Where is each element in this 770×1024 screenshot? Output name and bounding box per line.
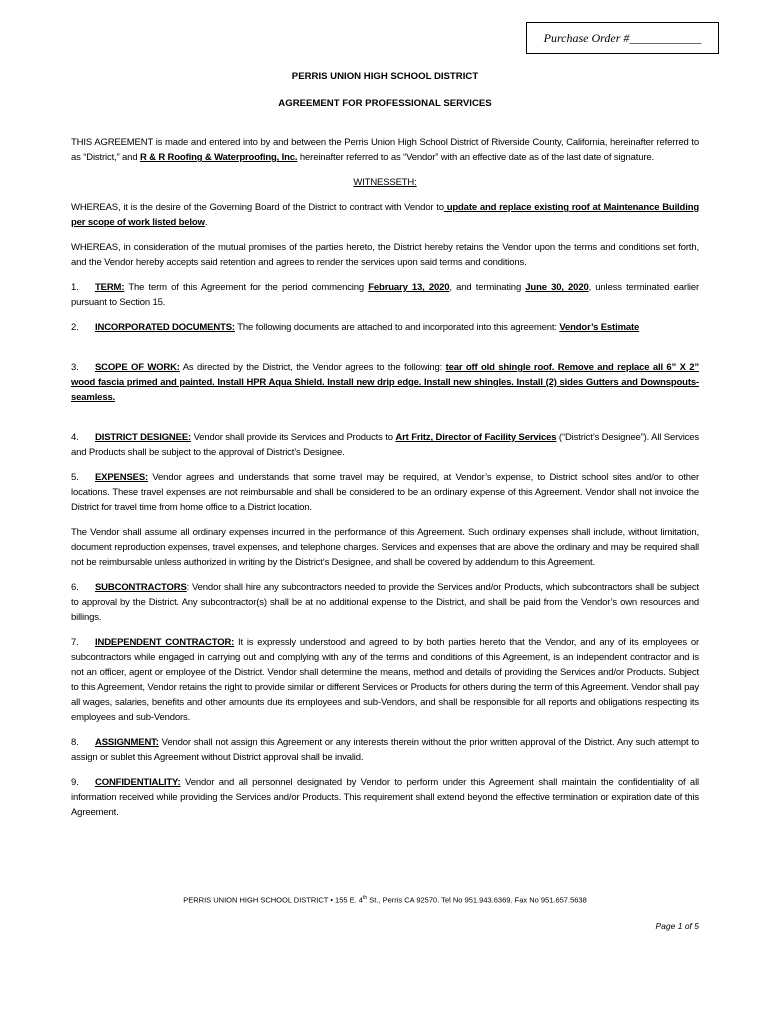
- purchase-order-label: Purchase Order #____________: [543, 30, 702, 45]
- page-number: Page 1 of 5: [655, 921, 699, 931]
- start-date: February 13, 2020: [368, 282, 450, 293]
- section-independent-contractor: 7. INDEPENDENT CONTRACTOR: It is expressly understood and agreed to by both parties hereto that the Vendor, and any of its employees or subcontractors while engaged in carrying out and complying with any of the terms and conditions of this Agreement, is an independent contractor and is not an officer, agent or employee of the District. Vendor shall determine the means, method and details of providing the Services and/or Products. Subject to this Agreement, Vendor retains the right to provide similar or different Services or Products for others during the term of this Agreement. Vendor shall pay all wages, salaries, benefits and other amounts due its employees and sub-Vendors, and shall be responsible for all reports and obligations respecting its employees and sub-Vendors.: [71, 637, 699, 723]
- section-district-designee: 4. DISTRICT DESIGNEE: Vendor shall provide its Services and Products to Art Fritz, Director of Facility Services (“District’s Designee”). All Services and Products shall be subject to the approval of District’s Designee.: [71, 432, 699, 458]
- section-term: 1. TERM: The term of this Agreement for the period commencing February 13, 2020, and terminating June 30, 2020, unless terminated earlier pursuant to Section 15.: [71, 282, 700, 308]
- whereas-paragraph-1: WHEREAS, it is the desire of the Governing Board of the District to contract with Vendor to update and replace existing roof at Maintenance Building per scope of work listed below.: [71, 202, 699, 228]
- expenses-paragraph-2: The Vendor shall assume all ordinary expenses incurred in the performance of this Agreement. Such ordinary expenses shall include, without limitation, document reproduction expenses, travel expenses, and telephone charges. Services and expenses that are above the ordinary and may be required shall not be reimbursable unless authorized in writing by the District’s Designee, and shall be covered by addendum to this Agreement.: [71, 527, 699, 568]
- vendor-name: R & R Roofing & Waterproofing, Inc.: [139, 152, 298, 163]
- intro-paragraph: THIS AGREEMENT is made and entered into by and between the Perris Union High School District of Riverside County, California, hereinafter referred to as “District,” and R & R Roofing & Waterproofing, Inc. hereinafter referred to as “Vendor” with an effective date as of the last date of signature.: [71, 137, 699, 163]
- district-heading: PERRIS UNION HIGH SCHOOL DISTRICT: [291, 71, 479, 82]
- page-footer: PERRIS UNION HIGH SCHOOL DISTRICT • 155 E. 4th St., Perris CA 92570. Tel No 951.943.6369. Fax No 951.657.5638: [183, 895, 587, 905]
- whereas-paragraph-2: WHEREAS, in consideration of the mutual promises of the parties hereto, the District hereby retains the Vendor upon the terms and conditions set forth, and the Vendor hereby accepts said retention and agrees to render the services upon said terms and conditions.: [71, 242, 699, 268]
- agreement-title: AGREEMENT FOR PROFESSIONAL SERVICES: [278, 98, 492, 109]
- end-date: June 30, 2020: [525, 282, 589, 293]
- scope-description: tear off old shingle roof. Remove and replace all 6” X 2” wood fascia primed and painted. Install HPR Aqua Shield. Install new drip edge. Install new shingles. Install (2) sides Gutters and Downspouts- seamless.: [71, 362, 699, 403]
- incorporated-document: Vendor’s Estimate: [559, 322, 640, 333]
- section-expenses: 5. EXPENSES: Vendor agrees and understands that some travel may be required, at Vendor’s expense, to District school sites and/or to other locations. These travel expenses are not reimbursable and shall be considered to be an ordinary expense of this Agreement. Vendor shall not invoice the District for travel time from home office to a District location.: [71, 472, 699, 513]
- witnesseth: WITNESSETH:: [353, 177, 417, 188]
- designee-name: Art Fritz, Director of Facility Services: [395, 432, 557, 443]
- section-incorporated-documents: 2. INCORPORATED DOCUMENTS: The following documents are attached to and incorporated into this agreement: Vendor’s Estimate: [71, 322, 640, 333]
- agreement-body: [71, 135, 699, 830]
- section-subcontractors: 6. SUBCONTRACTORS: Vendor shall hire any subcontractors needed to provide the Services and/or Products, which subcontractors shall be subject to approval by the District. Any subcontractor(s) shall be at no additional expense to the District, and shall be paid from the Vendor’s own resources and billings.: [71, 582, 699, 623]
- section-assignment: 8. ASSIGNMENT: Vendor shall not assign this Agreement or any interests therein without the prior written approval of the District. Any such attempt to assign or sublet this Agreement without District approval shall be invalid.: [71, 737, 699, 763]
- section-confidentiality: 9. CONFIDENTIALITY: Vendor and all personnel designated by Vendor to perform under this Agreement shall maintain the confidentiality of all information received while providing the Services and/or Products. This requirement shall extend beyond the effective termination or expiration date of this Agreement.: [71, 777, 699, 818]
- section-scope-of-work: 3. SCOPE OF WORK: As directed by the District, the Vendor agrees to the following: tear off old shingle roof. Remove and replace all 6” X 2” wood fascia primed and painted. Install HPR Aqua Shield. Install new drip edge. Install new shingles. Install (2) sides Gutters and Downspouts- seamless.: [71, 362, 699, 403]
- purchase-order-box: [526, 22, 719, 54]
- project-description: update and replace existing roof at Maintenance Building per scope of work listed below: [71, 202, 699, 228]
